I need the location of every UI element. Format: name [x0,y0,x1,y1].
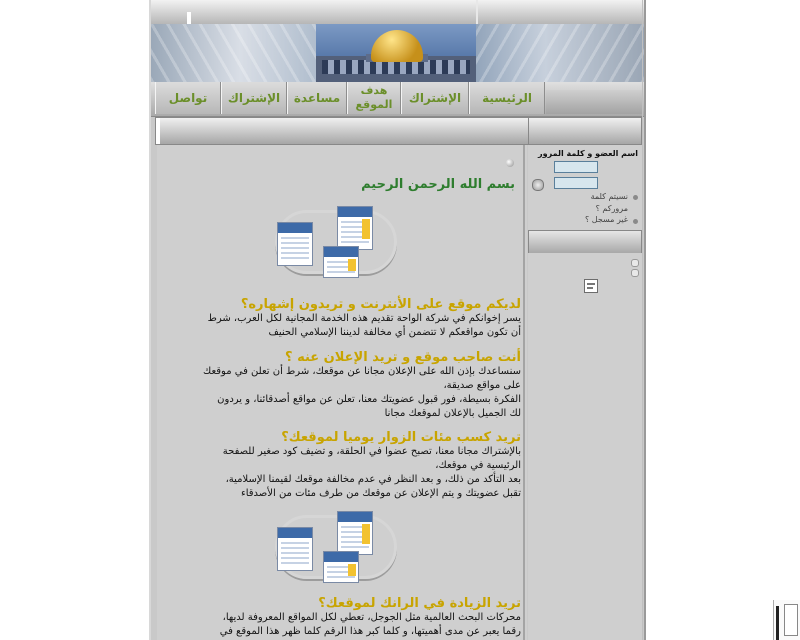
golden-dome [371,30,423,62]
content-header-bar [155,117,529,145]
content-divider [523,145,525,640]
bullet-icon [633,219,638,224]
section-2 [161,350,521,421]
forgot-password-link[interactable]: نسيتم كلمة مروركم ؟ [590,192,628,213]
header-banner [151,24,644,82]
section-3 [161,430,521,501]
bullet-icon [506,159,514,167]
login-header-bar [528,117,642,145]
site-card-icon [323,551,359,583]
site-card-icon [337,206,373,250]
login-submit-button[interactable] [532,179,544,191]
login-panel [528,145,642,230]
exchange-illustration-2 [267,505,397,585]
page-frame [149,0,646,640]
section-heading: تريد الزيادة في الرانك لموقعك؟ [318,596,521,611]
nav-contact[interactable]: تواصل [155,82,221,114]
section-line: رقما يعبر عن مدى أهميتها، و كلما كبر هذا الرقم كلما ظهر هذا الموقع في [219,626,521,637]
section-line: الرئيسية في موقعك، [435,460,521,471]
section-line: محركات البحث العالمية مثل الجوجل، تعطي لكل المواقع المعروفة لديها، [222,612,521,623]
main-nav [151,82,644,117]
section-1 [161,297,521,340]
section-line: بعد التأكد من ذلك، و بعد النظر في عدم مخالفة موقعك لقيمنا الإسلامية، [225,474,521,485]
section-line: سنساعدك بإذن الله على الإعلان مجانا عن موقعك، شرط أن تعلن في موقعك [203,366,521,377]
site-card-icon [323,246,359,278]
scrollbar[interactable] [776,606,779,640]
bar-edge [156,118,160,144]
exchange-illustration-1 [267,200,397,280]
section-4 [161,596,521,639]
section-line: بالإشتراك مجانا معنا، تصبح عضوا في الحلقة، و تضيف كود صغير للصفحة [222,446,521,457]
page-preview-icon [784,604,798,636]
nav-site-goal[interactable]: هدف الموقع [347,82,401,114]
login-footer-bar [528,230,642,254]
page-thumbnail-icon[interactable] [584,279,598,293]
strip-notch [187,12,191,24]
building-arches [322,60,470,74]
nav-subscribe-2[interactable]: الإشتراك [221,82,287,114]
greeting: بسم الله الرحمن الرحيم [361,177,515,192]
nav-help[interactable]: مساعدة [287,82,347,114]
login-label: اسم العضو و كلمة المرور [538,149,638,158]
bullet-icon [631,269,639,277]
top-strip [151,0,644,25]
section-line: الفكرة بسيطة، فور قبول عضويتك معنا، تعلن عن مواقع أصدقائنا، و يردون [217,394,521,405]
bullet-icon [631,259,639,267]
section-heading: أنت صاحب موقع و تريد الإعلان عنه ؟ [285,350,521,365]
not-registered-link[interactable]: غير مسجل ؟ [585,215,628,224]
section-heading: لديكم موقع على الأنترنت و تريدون إشهاره؟ [240,297,521,312]
banner-rays-left [151,24,316,82]
window-corner [773,600,800,640]
frame-shadow [642,0,643,640]
section-line: على مواقع صديقة، [443,380,521,391]
section-line: لك الجميل بالإعلان لموقعك مجانا [384,408,521,419]
right-sidebar [528,253,642,640]
section-heading: تريد كسب مئات الزوار يوميا لموقعك؟ [281,430,521,445]
strip-divider [476,0,478,24]
dome-of-rock-image [316,24,476,82]
nav-home[interactable]: الرئيسية [469,82,545,114]
password-input[interactable] [554,177,598,189]
site-card-icon [277,222,313,266]
section-line: يسر إخوانكم في شركة الواحة تقديم هذه الخدمة المجانية لكل العرب، شرط [207,313,521,324]
banner-rays-right [476,24,644,82]
section-line: تقبل عضويتك و يتم الإعلان عن موقعك من طرف مئات من الأصدقاء [241,488,521,499]
site-card-icon [337,511,373,555]
section-line: أن تكون مواقعكم لا تتضمن أي مخالفة لديننا الإسلامي الحنيف [268,327,521,338]
nav-subscribe[interactable]: الإشتراك [401,82,469,114]
site-card-icon [277,527,313,571]
nav-end-cap [546,90,643,114]
username-input[interactable] [554,161,598,173]
bullet-icon [633,195,638,200]
main-content [157,145,527,640]
